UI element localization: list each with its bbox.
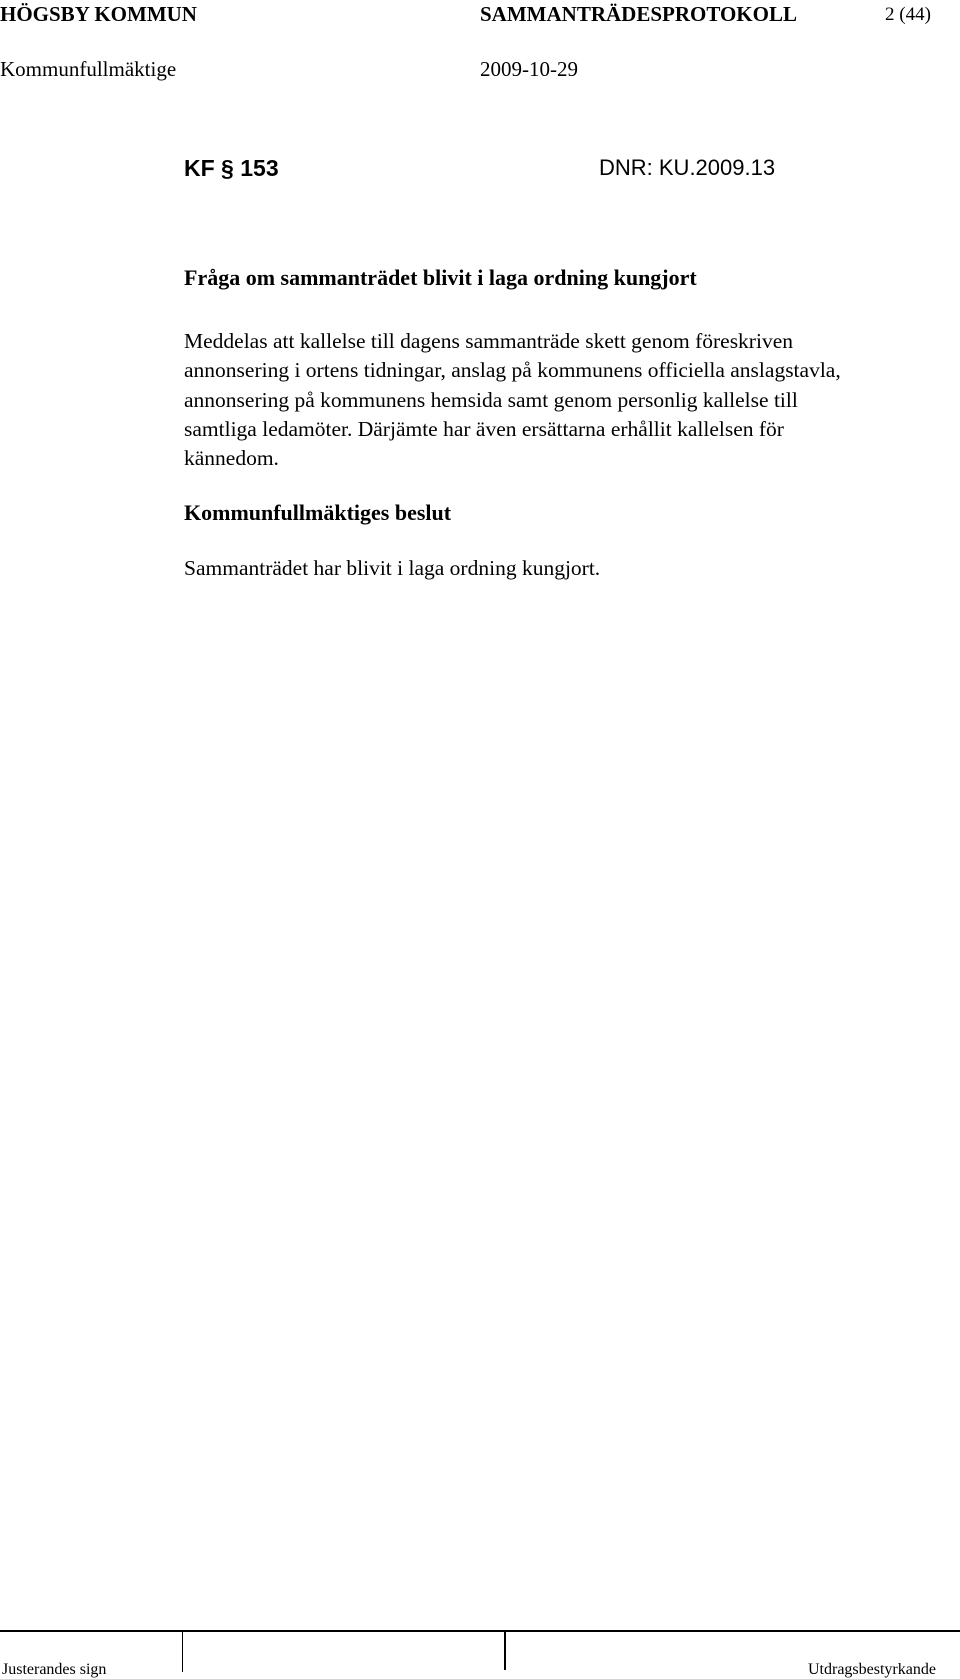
page-number: 2 (44) <box>885 4 931 25</box>
body-line: annonsering i ortens tidningar, anslag på kommunens officiella anslagstavla, <box>184 358 841 383</box>
section-heading: Fråga om sammanträdet blivit i laga ordning kungjort <box>184 265 697 290</box>
signature-label: Justerandes sign <box>2 1661 107 1678</box>
decision-body: Kommunfullmäktige <box>0 57 177 81</box>
document-type: SAMMANTRÄDESPROTOKOLL <box>480 2 797 26</box>
meeting-date: 2009-10-29 <box>480 57 578 81</box>
body-line: kännedom. <box>184 446 279 471</box>
decision-heading: Kommunfullmäktiges beslut <box>184 500 452 525</box>
organization-name: HÖGSBY KOMMUN <box>0 2 197 26</box>
certification-label: Utdragsbestyrkande <box>808 1661 936 1678</box>
body-line: Meddelas att kallelse till dagens sammanträde skett genom föreskriven <box>184 329 793 353</box>
footer-divider <box>0 1630 960 1632</box>
diary-number: DNR: KU.2009.13 <box>599 155 776 180</box>
footer-separator <box>182 1632 183 1672</box>
section-body <box>184 327 960 473</box>
body-line: samtliga ledamöter. Därjämte har även ersättarna erhållit kallelsen för <box>184 416 784 441</box>
decision-text: Sammanträdet har blivit i laga ordning kungjort. <box>184 556 601 580</box>
paragraph-number: KF § 153 <box>184 155 279 181</box>
footer-separator <box>504 1632 506 1670</box>
body-line: annonsering på kommunens hemsida samt genom personlig kallelse till <box>184 387 798 412</box>
